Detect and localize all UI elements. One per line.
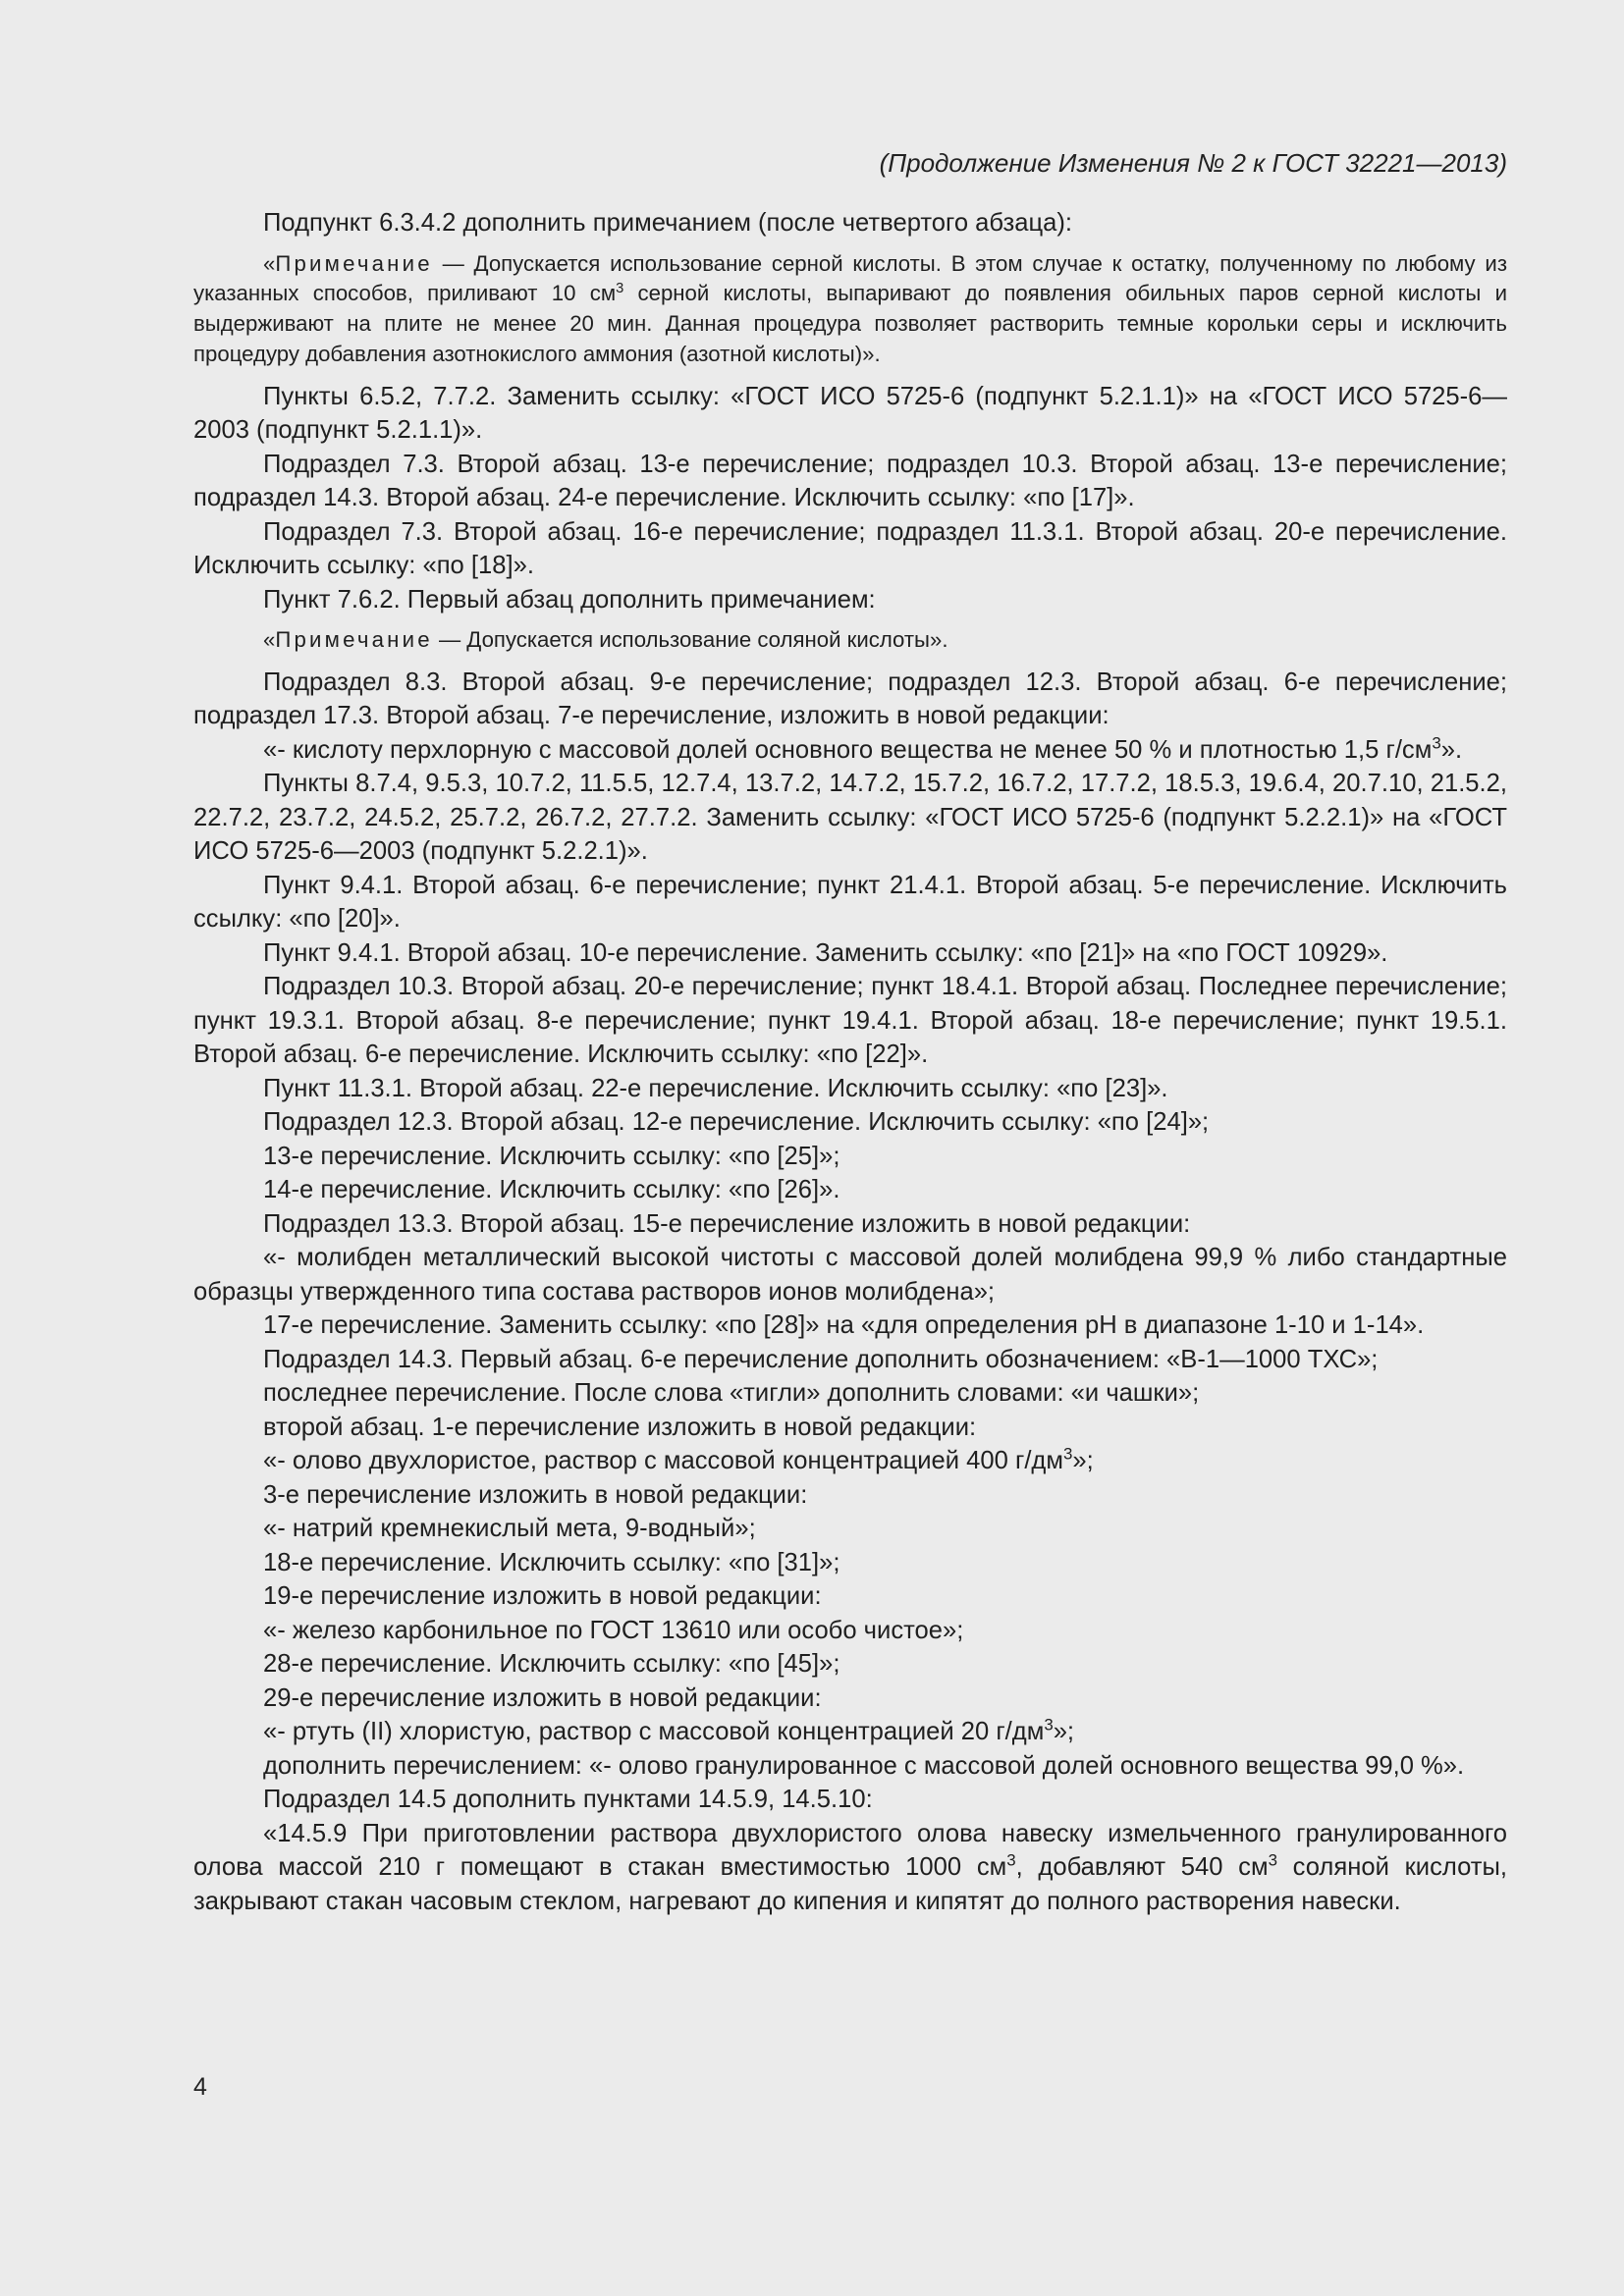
paragraph xyxy=(193,1444,1507,1478)
paragraph: дополнить перечислением: «- олово гранулированное с массовой долей основного вещества 99,0 %». xyxy=(263,1751,1465,1780)
paragraph: «- молибден металлический высокой чистоты с массовой долей молибдена 99,9 % либо стандартные образцы утвержденного типа состава растворов ионов молибдена»; xyxy=(193,1244,1507,1306)
page-header: (Продолжение Изменения № 2 к ГОСТ 32221—2013) xyxy=(879,148,1507,178)
text-span: , добавляют 540 см xyxy=(1015,1853,1269,1882)
superscript: 3 xyxy=(1268,1851,1277,1871)
paragraph: Подраздел 14.3. Первый абзац. 6-е перечисление дополнить обозначением: «В-1—1000 ТХС»; xyxy=(263,1345,1379,1373)
note-label: Примечание xyxy=(275,250,433,276)
note-quote: « xyxy=(263,627,276,653)
text-span: ». xyxy=(1440,735,1463,764)
note-label: Примечание xyxy=(275,627,433,653)
text-span: «- ртуть (II) хлористую, раствор с массовой концентрацией 20 г/дм xyxy=(263,1718,1045,1746)
note-paragraph xyxy=(193,625,1507,656)
page-number: 4 xyxy=(193,2073,207,2101)
paragraph: 13-е перечисление. Исключить ссылку: «по [25]»; xyxy=(263,1142,840,1170)
paragraph: 14-е перечисление. Исключить ссылку: «по [26]». xyxy=(263,1176,840,1204)
paragraph xyxy=(193,1817,1507,1919)
paragraph: 28-е перечисление. Исключить ссылку: «по [45]»; xyxy=(263,1650,840,1679)
paragraph: «- натрий кремнекислый мета, 9-водный»; xyxy=(263,1515,756,1543)
superscript: 3 xyxy=(1432,733,1441,753)
paragraph: второй абзац. 1-е перечисление изложить в новой редакции: xyxy=(263,1413,977,1441)
paragraph: Подраздел 7.3. Второй абзац. 16-е перечисление; подраздел 11.3.1. Второй абзац. 20-е перечисление. Исключить ссылку: «по [18]». xyxy=(193,517,1507,580)
superscript: 3 xyxy=(1062,1445,1073,1465)
paragraph: Подраздел 14.5 дополнить пунктами 14.5.9, 14.5.10: xyxy=(263,1786,873,1814)
text-span: «- кислоту перхлорную с массовой долей основного вещества не менее 50 % и плотностью 1,5 г/см xyxy=(263,735,1433,764)
paragraph: Подраздел 10.3. Второй абзац. 20-е перечисление; пункт 18.4.1. Второй абзац. Последнее перечисление; пункт 19.3.1. Второй абзац. 8-е перечисление; пункт 19.4.1. Второй абзац. 18-е перечисление; пункт 19.5.1. Второй абзац. 6-е перечисление. Исключить ссылку: «по [22]». xyxy=(193,973,1507,1069)
paragraph: Подраздел 8.3. Второй абзац. 9-е перечисление; подраздел 12.3. Второй абзац. 6-е перечисление; подраздел 17.3. Второй абзац. 7-е перечисление, изложить в новой редакции: xyxy=(193,667,1507,730)
paragraph xyxy=(193,733,1507,768)
text-span: — Допускается использование соляной кислоты». xyxy=(432,627,948,653)
paragraph: «- железо карбонильное по ГОСТ 13610 или особо чистое»; xyxy=(263,1616,964,1644)
superscript: 3 xyxy=(616,281,624,297)
paragraph: Пункт 9.4.1. Второй абзац. 10-е перечисление. Заменить ссылку: «по [21]» на «по ГОСТ 10929». xyxy=(263,938,1388,967)
paragraph: Подраздел 12.3. Второй абзац. 12-е перечисление. Исключить ссылку: «по [24]»; xyxy=(263,1108,1210,1137)
paragraph: 18-е перечисление. Исключить ссылку: «по [31]»; xyxy=(263,1548,840,1576)
paragraph: последнее перечисление. После слова «тигли» дополнить словами: «и чашки»; xyxy=(263,1379,1200,1408)
text-span: «- олово двухлористое, раствор с массовой концентрацией 400 г/дм xyxy=(263,1447,1063,1475)
note-quote: « xyxy=(263,250,276,276)
superscript: 3 xyxy=(1006,1851,1016,1871)
document-body xyxy=(193,206,1507,1918)
text-span: — Допускается использование серной кислоты. В этом случае к остатку, полученному по любому из указанных способов, приливают 10 см xyxy=(193,250,1507,306)
paragraph: Подраздел 7.3. Второй абзац. 13-е перечисление; подраздел 10.3. Второй абзац. 13-е перечисление; подраздел 14.3. Второй абзац. 24-е перечисление. Исключить ссылку: «по [17]». xyxy=(193,450,1507,512)
paragraph: 17-е перечисление. Заменить ссылку: «по [28]» на «для определения pH в диапазоне 1-10 и 1-14». xyxy=(263,1311,1425,1340)
text-span: «14.5.9 При приготовлении раствора двухлористого олова навеску измельченного гранулированного олова массой 210 г помещают в стакан вместимостью 1000 см xyxy=(193,1819,1507,1882)
paragraph: Подпункт 6.3.4.2 дополнить примечанием (после четвертого абзаца): xyxy=(263,209,1072,237)
text-span: соляной кислоты, закрывают стакан часовым стеклом, нагревают до кипения и кипятят до полного растворения навески. xyxy=(193,1853,1507,1915)
paragraph: 19-е перечисление изложить в новой редакции: xyxy=(263,1582,822,1611)
text-span: »; xyxy=(1053,1718,1075,1746)
paragraph: Пункт 11.3.1. Второй абзац. 22-е перечисление. Исключить ссылку: «по [23]». xyxy=(263,1074,1168,1102)
paragraph: Пункт 7.6.2. Первый абзац дополнить примечанием: xyxy=(263,585,876,614)
note-paragraph xyxy=(193,249,1507,370)
text-span: серной кислоты, выпаривают до появления обильных паров серной кислоты и выдерживают на плите не менее 20 мин. Данная процедура позволяет растворить темные корольки серы и исключить процедуру добавления азотнокислого аммония (азотной кислоты)». xyxy=(193,281,1507,366)
paragraph xyxy=(193,1715,1507,1749)
paragraph: 29-е перечисление изложить в новой редакции: xyxy=(263,1683,822,1712)
paragraph: Пункты 8.7.4, 9.5.3, 10.7.2, 11.5.5, 12.7.4, 13.7.2, 14.7.2, 15.7.2, 16.7.2, 17.7.2, 18.5.3, 19.6.4, 20.7.10, 21.5.2, 22.7.2, 23.7.2, 24.5.2, 25.7.2, 26.7.2, 27.7.2. Заменить ссылку: «ГОСТ ИСО 5725-6 (подпункт 5.2.2.1)» на «ГОСТ ИСО 5725-6—2003 (подпункт 5.2.2.1)». xyxy=(193,770,1507,866)
text-span: »; xyxy=(1072,1447,1094,1475)
paragraph: Подраздел 13.3. Второй абзац. 15-е перечисление изложить в новой редакции: xyxy=(263,1209,1191,1238)
superscript: 3 xyxy=(1044,1716,1054,1735)
paragraph: 3-е перечисление изложить в новой редакции: xyxy=(263,1480,808,1509)
paragraph: Пункт 9.4.1. Второй абзац. 6-е перечисление; пункт 21.4.1. Второй абзац. 5-е перечисление. Исключить ссылку: «по [20]». xyxy=(193,871,1507,934)
paragraph: Пункты 6.5.2, 7.7.2. Заменить ссылку: «ГОСТ ИСО 5725-6 (подпункт 5.2.1.1)» на «ГОСТ ИСО 5725-6—2003 (подпункт 5.2.1.1)». xyxy=(193,382,1507,445)
